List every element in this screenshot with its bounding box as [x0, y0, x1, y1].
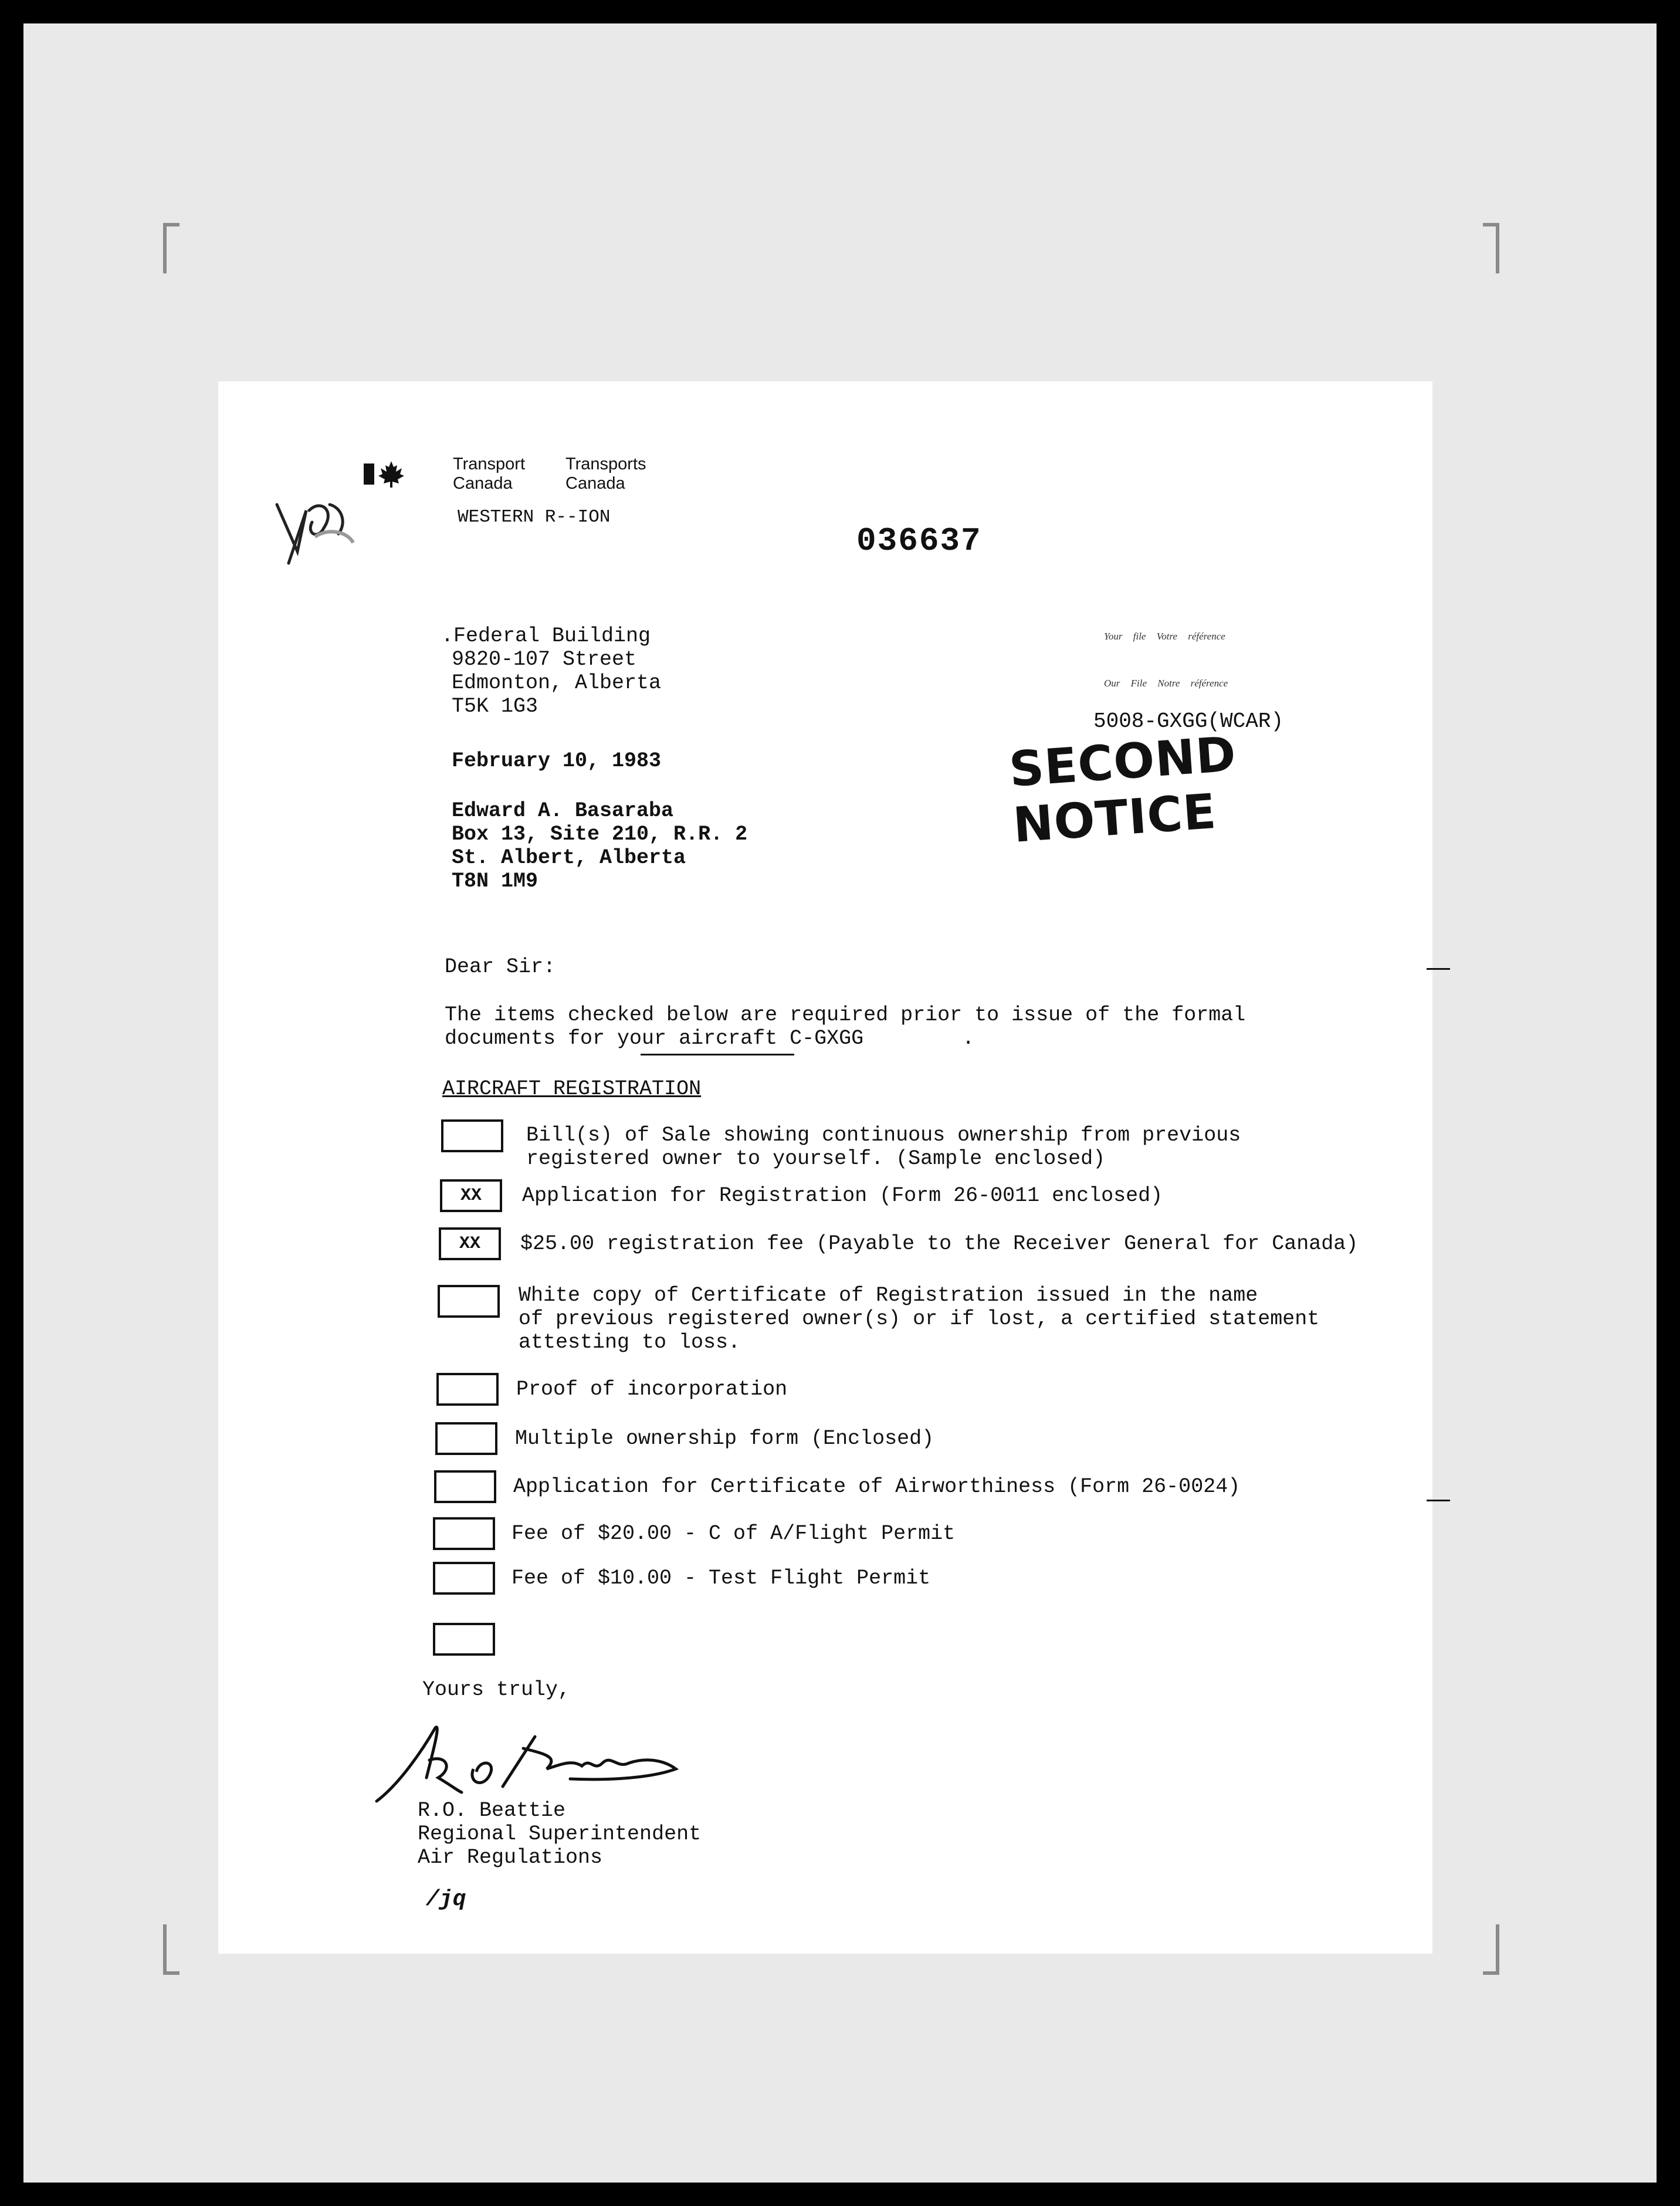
region-label: WESTERN R--ION: [458, 507, 611, 527]
item-white-copy-line-2: of previous registered owner(s) or if lost, a certified statement: [519, 1307, 1320, 1331]
typist-initials: /jq: [426, 1887, 466, 1912]
intro-line-2: documents for your aircraft C-GXGG .: [445, 1027, 975, 1050]
signatory-name: R.O. Beattie: [418, 1799, 566, 1822]
your-file-label: Your file Votre référence: [1104, 631, 1225, 642]
margin-tick: [1427, 1500, 1450, 1501]
item-registration-fee: $25.00 registration fee (Payable to the Receiver General for Canada): [520, 1232, 1359, 1256]
corner-bracket-top-right: [1483, 223, 1499, 273]
checkbox-blank[interactable]: [433, 1623, 495, 1656]
checkbox-bill-of-sale[interactable]: [441, 1119, 503, 1152]
recipient-line-3: St. Albert, Alberta: [452, 846, 686, 869]
recipient-line-4: T8N 1M9: [452, 869, 538, 893]
dept-name-en-1: Transport: [453, 455, 526, 473]
dept-name-fr-2: Canada: [565, 474, 625, 493]
signatory-title-1: Regional Superintendent: [418, 1822, 702, 1846]
file-number: 5008-GXGG(WCAR): [1093, 709, 1284, 733]
flag-bar-icon: [364, 463, 374, 485]
sender-line-2: 9820-107 Street: [452, 648, 637, 671]
recipient-line-1: Edward A. Basaraba: [452, 799, 674, 823]
item-multiple-ownership: Multiple ownership form (Enclosed): [515, 1427, 934, 1450]
corner-bracket-bottom-right: [1483, 1924, 1499, 1975]
checkbox-fee-test-flight[interactable]: [433, 1562, 495, 1595]
dept-name-fr-1: Transports: [565, 455, 646, 473]
letter-date: February 10, 1983: [452, 749, 662, 773]
item-certificate-airworthiness: Application for Certificate of Airworthiness (Form 26-0024): [513, 1475, 1241, 1498]
item-white-copy-line-3: attesting to loss.: [519, 1331, 741, 1354]
item-application-registration: Application for Registration (Form 26-0011 enclosed): [522, 1184, 1163, 1207]
letter-page: [218, 381, 1432, 1954]
document-number: 036637: [856, 522, 982, 560]
item-bill-of-sale-line-1: Bill(s) of Sale showing continuous ownership from previous: [526, 1124, 1241, 1147]
maple-leaf-icon: [378, 460, 405, 488]
aircraft-blank-underline: [641, 1054, 794, 1055]
checkbox-proof-incorporation[interactable]: [436, 1373, 499, 1406]
intro-line-1: The items checked below are required prior to issue of the formal: [445, 1003, 1246, 1027]
section-heading: AIRCRAFT REGISTRATION: [442, 1077, 702, 1101]
second-notice-stamp: SECOND NOTICE: [1007, 726, 1238, 854]
margin-tick: [1427, 968, 1450, 970]
dept-name-en-2: Canada: [453, 474, 513, 493]
valediction: Yours truly,: [422, 1678, 571, 1701]
checkbox-white-copy[interactable]: [438, 1285, 500, 1318]
checkbox-application-registration[interactable]: XX: [440, 1179, 502, 1212]
salutation: Dear Sir:: [445, 955, 556, 979]
our-file-label: Our File Notre référence: [1104, 678, 1228, 689]
item-fee-c-of-a: Fee of $20.00 - C of A/Flight Permit: [512, 1522, 956, 1545]
sender-line-3: Edmonton, Alberta: [452, 671, 662, 695]
checkbox-registration-fee[interactable]: XX: [439, 1227, 501, 1260]
recipient-line-2: Box 13, Site 210, R.R. 2: [452, 823, 748, 846]
checkbox-multiple-ownership[interactable]: [435, 1422, 497, 1455]
item-bill-of-sale-line-2: registered owner to yourself. (Sample enclosed): [526, 1147, 1106, 1170]
item-fee-test-flight: Fee of $10.00 - Test Flight Permit: [512, 1566, 931, 1590]
corner-bracket-bottom-left: [163, 1924, 179, 1975]
checkbox-fee-c-of-a[interactable]: [433, 1517, 495, 1550]
item-proof-incorporation: Proof of incorporation: [516, 1378, 788, 1401]
signatory-title-2: Air Regulations: [418, 1846, 603, 1869]
sender-line-1: .Federal Building: [441, 624, 651, 648]
handwritten-scribble: [265, 487, 359, 575]
corner-bracket-top-left: [163, 223, 179, 273]
sender-line-4: T5K 1G3: [452, 695, 538, 718]
checkbox-certificate-airworthiness[interactable]: [434, 1470, 496, 1503]
item-white-copy-line-1: White copy of Certificate of Registration issued in the name: [519, 1284, 1258, 1307]
